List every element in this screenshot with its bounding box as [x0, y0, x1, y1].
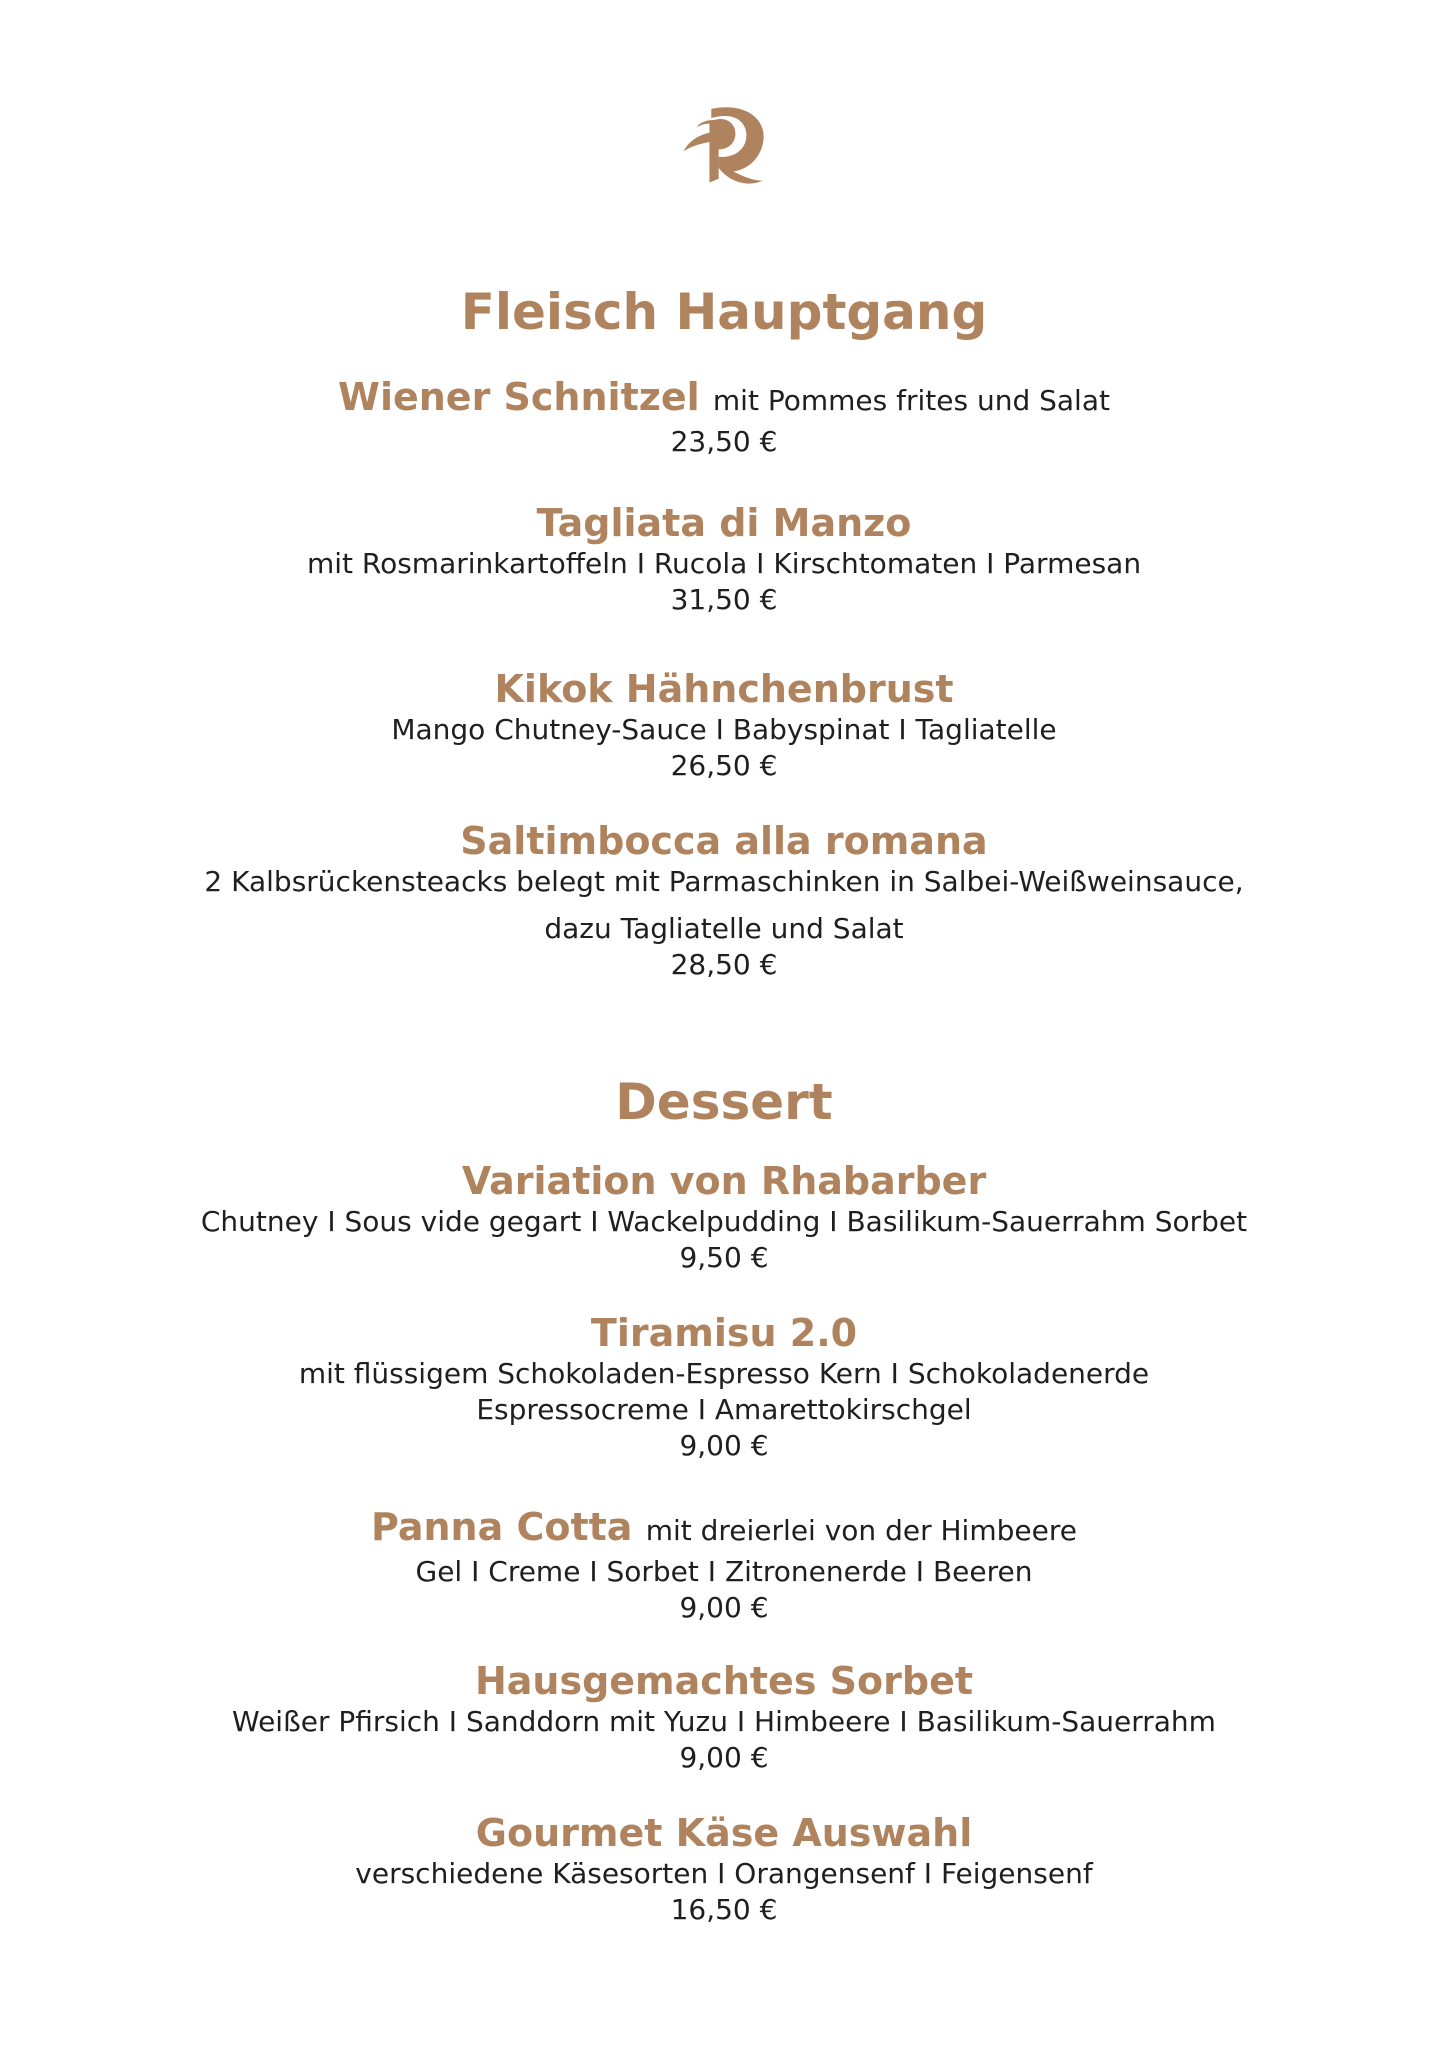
restaurant-logo-icon: [680, 96, 772, 188]
menu-item: [0, 818, 1448, 983]
menu-item-desc: Weißer Pfirsich I Sanddorn mit Yuzu I Himbeere I Basilikum-Sauerrahm: [232, 1705, 1216, 1738]
menu-item-price: 28,50 €: [670, 948, 778, 981]
menu-item-desc: Chutney I Sous vide gegart I Wackelpudding I Basilikum-Sauerrahm Sorbet: [200, 1205, 1248, 1238]
menu-item-price: 9,00 €: [679, 1741, 769, 1774]
menu-item-name: Panna Cotta: [371, 1505, 633, 1549]
menu-item-price: 23,50 €: [670, 425, 778, 458]
menu-item-name: Kikok Hähnchenbrust: [494, 667, 954, 711]
menu-item-name: Tagliata di Manzo: [536, 501, 912, 545]
menu-item-desc: Mango Chutney-Sauce I Babyspinat I Tagliatelle: [391, 713, 1057, 746]
menu-item-header: [0, 374, 1448, 424]
menu-item-name: Hausgemachtes Sorbet: [474, 1659, 974, 1703]
menu-item-inline-desc: mit Pommes frites und Salat: [712, 384, 1110, 417]
menu-item-desc: Espressocreme I Amarettokirschgel: [476, 1393, 972, 1426]
menu-item: [0, 374, 1448, 460]
menu-item-desc: 2 Kalbsrückensteacks belegt mit Parmaschinken in Salbei-Weißweinsauce,: [204, 865, 1244, 898]
menu-item-inline-desc: mit dreierlei von der Himbeere: [645, 1514, 1077, 1547]
menu-item: [0, 1158, 1448, 1276]
menu-item-desc: verschiedene Käsesorten I Orangensenf I Feigensenf: [355, 1857, 1093, 1890]
menu-item-desc: mit Rosmarinkartoffeln I Rucola I Kirschtomaten I Parmesan: [306, 547, 1142, 580]
menu-item: [0, 500, 1448, 618]
menu-item: [0, 1658, 1448, 1776]
menu-item: [0, 1310, 1448, 1464]
menu-item-price: 9,50 €: [679, 1241, 769, 1274]
menu-item-header: [0, 1504, 1448, 1554]
menu-item-price: 31,50 €: [670, 583, 778, 616]
section-title-main-course: Fleisch Hauptgang: [460, 283, 988, 341]
menu-item-price: 16,50 €: [670, 1893, 778, 1926]
menu-item: [0, 1810, 1448, 1928]
menu-item-name: Tiramisu 2.0: [590, 1311, 858, 1355]
menu-item-desc: mit flüssigem Schokoladen-Espresso Kern I Schokoladenerde: [298, 1357, 1150, 1390]
menu-item-name: Gourmet Käse Auswahl: [475, 1811, 973, 1855]
menu-item-price: 26,50 €: [670, 749, 778, 782]
menu-item-desc: Gel I Creme I Sorbet I Zitronenerde I Beeren: [415, 1555, 1033, 1588]
menu-item: [0, 666, 1448, 784]
menu-item-name: Variation von Rhabarber: [461, 1159, 987, 1203]
menu-item-price: 9,00 €: [679, 1429, 769, 1462]
menu-item-price: 9,00 €: [679, 1591, 769, 1624]
section-title-dessert: Dessert: [615, 1073, 833, 1131]
menu-item-name: Wiener Schnitzel: [338, 375, 700, 419]
menu-item-name: Saltimbocca alla romana: [460, 819, 988, 863]
menu-item-desc: dazu Tagliatelle und Salat: [544, 912, 904, 945]
menu-item: [0, 1504, 1448, 1626]
